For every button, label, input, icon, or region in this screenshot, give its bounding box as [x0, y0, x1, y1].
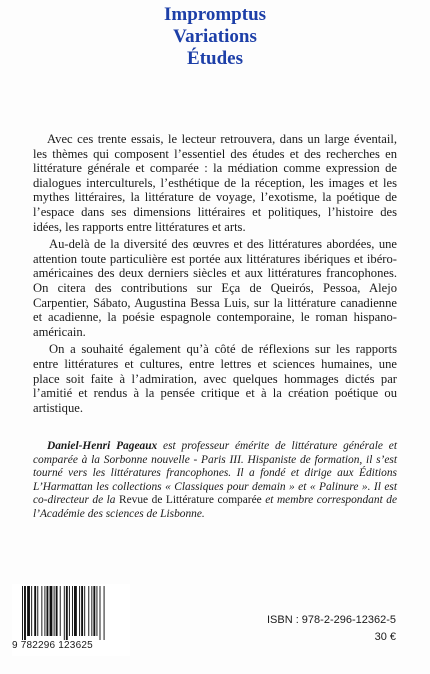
barcode-bar [96, 586, 97, 636]
bio-text-1: est professeur émérite de littérature générale et comparée à la Sorbonne nouvelle - Paris III. Hispaniste de formation, il s’est tourné vers les littératures francophones. Il a fondé et dirige aux Éditions L’Harmattan les collections « Classiques pour demain » et « Palinure ». Il est co-directeur de la [33, 440, 397, 506]
barcode-bars [12, 584, 130, 640]
author-bio [33, 440, 397, 521]
barcode-bar [56, 586, 58, 636]
barcode-bar [91, 586, 92, 636]
barcode-bar [93, 586, 95, 636]
barcode-bar [74, 586, 77, 636]
paragraph: On a souhaité également qu’à côté de réflexions sur les rapports entre littératures et cultures, entre lettres et sciences humaines, une place soit faite à l’admiration, avec quelques hommages dictés par l’amitié et rendus à la pensée critique et à la création poétique ou artistique. [33, 342, 397, 415]
isbn-block [267, 612, 396, 646]
barcode-bar [54, 586, 55, 636]
price: 30 € [374, 631, 396, 643]
barcode-bar [69, 586, 70, 636]
barcode-bar [37, 586, 38, 636]
isbn-number: ISBN : 978-2-296-12362-5 [266, 614, 396, 626]
barcode-bar [50, 586, 53, 636]
barcode-bar [34, 586, 36, 636]
author-name: Daniel-Henri Pageaux [47, 440, 158, 452]
bio-text-2: et membre correspondant de l’Académie des sciences de Lisbonne. [33, 494, 397, 520]
barcode-bar [31, 586, 32, 636]
barcode-bar [84, 586, 85, 636]
bio-journal: Revue de Littérature comparée [119, 494, 262, 506]
barcode-bar [27, 586, 30, 636]
barcode-bar [66, 586, 68, 640]
barcode-bar [60, 586, 61, 636]
barcode-bar [72, 586, 73, 636]
title-line-2: Variations [173, 26, 257, 47]
barcode-bar [88, 586, 89, 636]
barcode-bar [100, 586, 101, 640]
title-line-1: Impromptus [163, 4, 267, 25]
paragraph: Avec ces trente essais, le lecteur retrouvera, dans un large éventail, les thèmes qui composent l’essentiel des études et des recherches en littérature générale et comparée : la médiation comme expression de dialogues interculturels, l’esthétique de la réception, les images et les mythes littéraires, la littérature de voyage, l’exotisme, la poétique de l’espace dans ses dimensions littéraires et politiques, l’histoire des idées, les rapports entre littératures et arts. [33, 132, 397, 234]
barcode-bar [22, 586, 23, 640]
barcode-bar [46, 586, 48, 636]
title-block [0, 4, 430, 70]
barcode-bar [64, 586, 65, 640]
barcode-bar [81, 586, 83, 636]
paragraph: Au-delà de la diversité des œuvres et des littératures abordées, une attention toute particulière est portée aux littératures ibériques et ibéro-américaines des deux derniers siècles et aux littératures francophones. On citera des contributions sur Eça de Queirós, Pessoa, Alejo Carpentier, Sábato, Augustina Bessa Luis, sur la littérature canadienne et acadienne, la poésie espagnole contemporaine, le roman hispano-américain. [33, 237, 397, 339]
barcode-number: 9 782296 123625 [12, 640, 93, 651]
description-text [33, 132, 397, 418]
barcode-bar [104, 586, 105, 640]
title-line-3: Études [187, 48, 243, 69]
barcode-bar [41, 586, 42, 636]
barcode-bar [79, 586, 80, 636]
barcode-bar [24, 586, 26, 640]
barcode-bar [44, 586, 45, 636]
barcode [12, 584, 130, 656]
